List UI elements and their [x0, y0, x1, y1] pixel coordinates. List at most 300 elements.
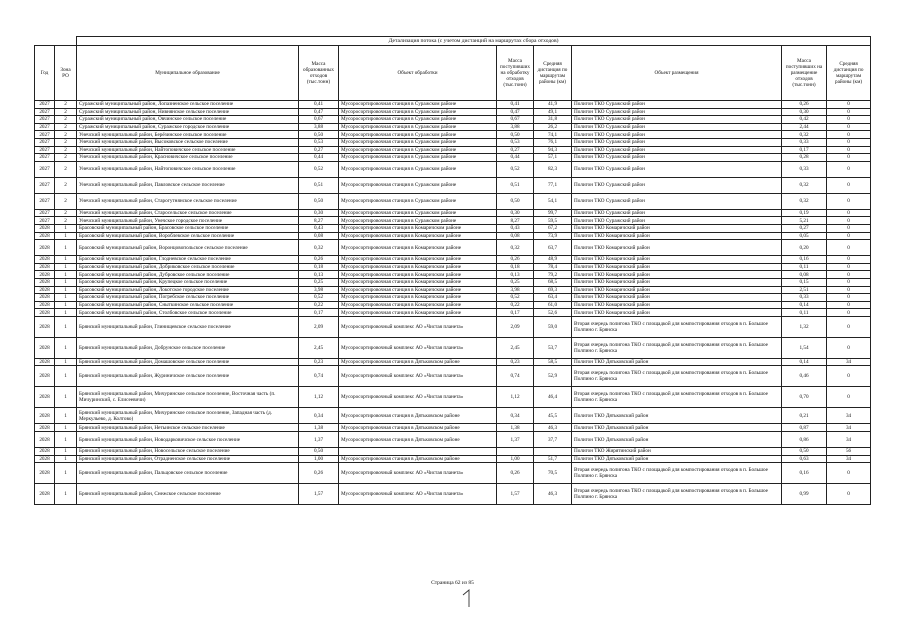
row-processing-mass: 0,13 — [497, 271, 534, 279]
row-placement-distance: 34 — [827, 432, 871, 448]
row-municipality: Брянский муниципальный район, Мичуринское сельское поселение, Западная часть (д. Меркульево, д. Колтово) — [77, 408, 299, 424]
row-processing-object: Мусоросортировочный комплекс АО «Чистая планета» — [339, 484, 497, 505]
row-generated-mass: 3,88 — [299, 123, 339, 131]
row-processing-mass: 0,26 — [497, 463, 534, 484]
row-generated-mass: 8,27 — [299, 217, 339, 225]
row-generated-mass: 0,44 — [299, 154, 339, 162]
table-row — [35, 256, 871, 264]
table-row — [35, 138, 871, 146]
row-processing-distance: 59,0 — [534, 316, 572, 337]
row-processing-mass: 0,32 — [497, 240, 534, 256]
row-processing-object: Мусоросортировочная станция в Суражском районе — [339, 154, 497, 162]
row-placement-distance: 0 — [827, 278, 871, 286]
row-generated-mass: 0,53 — [299, 138, 339, 146]
table-row — [35, 209, 871, 217]
row-zone: 1 — [55, 224, 77, 232]
row-placement-distance: 0 — [827, 256, 871, 264]
header-placement-distance: Средняя дистанция по маршрутам районы (км) — [827, 46, 871, 101]
row-placement-distance: 34 — [827, 455, 871, 463]
row-processing-distance: 73,9 — [534, 232, 572, 240]
row-year: 2027 — [35, 154, 55, 162]
table-row — [35, 193, 871, 209]
row-placement-mass: 0,42 — [782, 116, 827, 124]
row-processing-object: Мусоросортировочная станция в Комаричском районе — [339, 224, 497, 232]
row-zone: 1 — [55, 316, 77, 337]
table-row — [35, 101, 871, 109]
header-generated-mass: Масса образованных отходов (тыс.тонн) — [299, 46, 339, 101]
row-processing-mass: 0,51 — [497, 177, 534, 193]
row-processing-object: Мусоросортировочная станция в Дятьковском районе — [339, 408, 497, 424]
row-generated-mass: 1,38 — [299, 424, 339, 432]
row-municipality: Брасовский муниципальный район, Глодневское сельское поселение — [77, 256, 299, 264]
row-processing-object: Мусоросортировочная станция в Дятьковском районе — [339, 424, 497, 432]
row-placement-distance: 0 — [827, 366, 871, 387]
row-zone: 2 — [55, 138, 77, 146]
row-placement-distance: 0 — [827, 240, 871, 256]
row-zone: 1 — [55, 309, 77, 317]
row-zone: 1 — [55, 232, 77, 240]
row-placement-mass: 0,11 — [782, 263, 827, 271]
row-year: 2028 — [35, 358, 55, 366]
row-year: 2028 — [35, 316, 55, 337]
row-processing-mass: 0,26 — [497, 256, 534, 264]
row-placement-distance: 0 — [827, 154, 871, 162]
row-municipality: Унечский муниципальный район, Найтоповичское сельское поселение — [77, 146, 299, 154]
row-year: 2027 — [35, 209, 55, 217]
row-generated-mass: 0,34 — [299, 408, 339, 424]
row-placement-mass: 0,70 — [782, 387, 827, 408]
row-placement-distance: 0 — [827, 271, 871, 279]
row-year: 2027 — [35, 161, 55, 177]
row-placement-mass: 1,32 — [782, 316, 827, 337]
table-row — [35, 448, 871, 456]
row-placement-mass: 0,14 — [782, 301, 827, 309]
row-placement-distance: 34 — [827, 408, 871, 424]
row-processing-object — [339, 448, 497, 456]
row-placement-distance: 0 — [827, 232, 871, 240]
row-municipality: Брянский муниципальный район, Пальцовское сельское поселение — [77, 463, 299, 484]
row-placement-distance: 0 — [827, 316, 871, 337]
row-municipality: Брянский муниципальный район, Журиничское сельское поселение — [77, 366, 299, 387]
row-placement-object: Полигон ТКО Суражский район — [572, 209, 782, 217]
row-processing-mass: 8,27 — [497, 217, 534, 225]
row-zone: 1 — [55, 432, 77, 448]
row-placement-object: Полигон ТКО Суражский район — [572, 131, 782, 139]
row-processing-object: Мусоросортировочный комплекс АО «Чистая планета» — [339, 387, 497, 408]
row-processing-distance: 76,1 — [534, 138, 572, 146]
table-row — [35, 432, 871, 448]
row-year: 2027 — [35, 217, 55, 225]
row-placement-object: Вторая очередь полигона ТКО с площадкой для компостирования отходов в п. Большое Полпино г. Брянска — [572, 366, 782, 387]
row-processing-distance: 49,1 — [534, 108, 572, 116]
row-placement-distance: 0 — [827, 116, 871, 124]
row-processing-distance: 52,6 — [534, 309, 572, 317]
row-placement-object: Полигон ТКО Дятьковский район — [572, 408, 782, 424]
table-row — [35, 408, 871, 424]
row-placement-mass: 0,19 — [782, 209, 827, 217]
row-processing-object: Мусоросортировочная станция в Комаричском районе — [339, 309, 497, 317]
row-placement-distance: 0 — [827, 484, 871, 505]
row-placement-mass: 0,32 — [782, 177, 827, 193]
row-municipality: Брянский муниципальный район, Новосельское сельское поселение — [77, 448, 299, 456]
row-processing-distance: 46,3 — [534, 424, 572, 432]
row-processing-mass: 0,50 — [497, 131, 534, 139]
row-processing-object: Мусоросортировочная станция в Комаричском районе — [339, 271, 497, 279]
row-processing-distance: 58,5 — [534, 358, 572, 366]
row-generated-mass: 0,17 — [299, 309, 339, 317]
table-row — [35, 154, 871, 162]
row-processing-object: Мусоросортировочная станция в Суражском районе — [339, 161, 497, 177]
row-placement-object: Полигон ТКО Суражский район — [572, 146, 782, 154]
row-municipality: Брасовский муниципальный район, Дубровское сельское поселение — [77, 271, 299, 279]
row-processing-object: Мусоросортировочная станция в Суражском районе — [339, 193, 497, 209]
row-generated-mass: 0,26 — [299, 463, 339, 484]
row-processing-mass: 0,52 — [497, 294, 534, 302]
row-processing-mass — [497, 448, 534, 456]
row-municipality: Брянский муниципальный район, Снежское сельское поселение — [77, 484, 299, 505]
row-placement-mass: 1,54 — [782, 337, 827, 358]
handwritten-mark — [460, 587, 474, 609]
row-placement-object: Вторая очередь полигона ТКО с площадкой для компостирования отходов в п. Большое Полпино г. Брянска — [572, 387, 782, 408]
row-municipality: Унечский муниципальный район, Берёзинское сельское поселение — [77, 131, 299, 139]
row-year: 2027 — [35, 177, 55, 193]
row-zone: 2 — [55, 193, 77, 209]
row-placement-object: Полигон ТКО Комаричский район — [572, 286, 782, 294]
table-body — [35, 101, 871, 505]
row-zone: 2 — [55, 108, 77, 116]
row-processing-object: Мусоросортировочная станция в Комаричском районе — [339, 301, 497, 309]
row-generated-mass: 0,13 — [299, 271, 339, 279]
row-generated-mass: 0,51 — [299, 177, 339, 193]
row-placement-distance: 0 — [827, 131, 871, 139]
row-placement-object: Полигон ТКО Комаричский район — [572, 278, 782, 286]
row-placement-object: Полигон ТКО Суражский район — [572, 161, 782, 177]
row-generated-mass: 0,18 — [299, 263, 339, 271]
row-processing-mass: 0,53 — [497, 138, 534, 146]
row-municipality: Брасовский муниципальный район, Вороблевское сельское поселение — [77, 232, 299, 240]
row-processing-distance — [534, 448, 572, 456]
row-processing-mass: 0,47 — [497, 108, 534, 116]
row-processing-object: Мусоросортировочный комплекс АО «Чистая планета» — [339, 366, 497, 387]
row-processing-object: Мусоросортировочная станция в Комаричском районе — [339, 263, 497, 271]
row-placement-mass: 0,27 — [782, 224, 827, 232]
row-processing-distance: 68,5 — [534, 278, 572, 286]
row-year: 2028 — [35, 366, 55, 387]
row-placement-mass: 0,26 — [782, 101, 827, 109]
row-processing-mass: 3,98 — [497, 286, 534, 294]
row-processing-distance: 46,4 — [534, 387, 572, 408]
row-municipality: Брасовский муниципальный район, Столбовское сельское поселение — [77, 309, 299, 317]
row-processing-object: Мусоросортировочная станция в Комаричском районе — [339, 256, 497, 264]
row-placement-object: Полигон ТКО Комаричский район — [572, 224, 782, 232]
row-processing-mass: 0,41 — [497, 101, 534, 109]
table-row — [35, 232, 871, 240]
row-processing-distance: 79,2 — [534, 271, 572, 279]
row-placement-object: Полигон ТКО Комаричский район — [572, 301, 782, 309]
row-year: 2028 — [35, 448, 55, 456]
row-processing-distance: 69,3 — [534, 286, 572, 294]
row-placement-distance: 34 — [827, 424, 871, 432]
row-placement-object: Полигон ТКО Комаричский район — [572, 263, 782, 271]
row-municipality: Брасовский муниципальный район, Крупецкое сельское поселение — [77, 278, 299, 286]
row-processing-object: Мусоросортировочная станция в Комаричском районе — [339, 278, 497, 286]
row-processing-distance: 78,4 — [534, 263, 572, 271]
row-year: 2028 — [35, 387, 55, 408]
row-processing-object: Мусоросортировочная станция в Дятьковском районе — [339, 432, 497, 448]
row-zone: 1 — [55, 301, 77, 309]
row-placement-distance: 56 — [827, 448, 871, 456]
row-zone: 1 — [55, 455, 77, 463]
row-municipality: Брасовский муниципальный район, Локотское городское поселение — [77, 286, 299, 294]
row-processing-object: Мусоросортировочная станция в Суражском районе — [339, 116, 497, 124]
row-generated-mass: 0,22 — [299, 301, 339, 309]
row-municipality: Унечский муниципальный район, Старогутнянское сельское поселение — [77, 193, 299, 209]
row-municipality: Брянский муниципальный район, Новодарковичское сельское поселение — [77, 432, 299, 448]
row-processing-distance: 53,7 — [534, 337, 572, 358]
table-row — [35, 366, 871, 387]
row-processing-object: Мусоросортировочная станция в Суражском районе — [339, 146, 497, 154]
row-processing-mass: 0,44 — [497, 154, 534, 162]
row-generated-mass: 0,50 — [299, 448, 339, 456]
row-processing-distance: 61,0 — [534, 301, 572, 309]
row-zone: 1 — [55, 240, 77, 256]
table-row — [35, 161, 871, 177]
table-row — [35, 455, 871, 463]
row-year: 2027 — [35, 116, 55, 124]
row-municipality: Унечский муниципальный район, Красновичское сельское поселение — [77, 154, 299, 162]
row-zone: 2 — [55, 154, 77, 162]
row-placement-mass: 0,05 — [782, 232, 827, 240]
row-generated-mass: 1,00 — [299, 455, 339, 463]
row-placement-distance: 0 — [827, 263, 871, 271]
row-processing-object: Мусоросортировочная станция в Суражском районе — [339, 177, 497, 193]
row-processing-mass: 0,27 — [497, 146, 534, 154]
row-generated-mass: 0,52 — [299, 161, 339, 177]
row-placement-distance: 0 — [827, 123, 871, 131]
row-processing-mass: 0,17 — [497, 309, 534, 317]
row-placement-mass: 0,15 — [782, 278, 827, 286]
row-placement-mass: 0,32 — [782, 131, 827, 139]
row-processing-distance: 54,1 — [534, 193, 572, 209]
row-placement-mass: 0,14 — [782, 358, 827, 366]
row-municipality: Унечский муниципальный район, Найтоповичское сельское поселение — [77, 161, 299, 177]
row-processing-distance: 82,3 — [534, 161, 572, 177]
row-generated-mass: 0,47 — [299, 108, 339, 116]
row-placement-object: Полигон ТКО Дятьковский район — [572, 432, 782, 448]
row-year: 2028 — [35, 484, 55, 505]
row-year: 2027 — [35, 138, 55, 146]
row-year: 2027 — [35, 193, 55, 209]
row-municipality: Унечский муниципальный район, Унечское городское поселение — [77, 217, 299, 225]
row-placement-mass: 0,33 — [782, 161, 827, 177]
row-placement-distance: 0 — [827, 309, 871, 317]
row-placement-mass: 0,20 — [782, 240, 827, 256]
table-row — [35, 424, 871, 432]
row-placement-mass: 0,46 — [782, 366, 827, 387]
row-placement-distance: 0 — [827, 209, 871, 217]
row-generated-mass: 2,45 — [299, 337, 339, 358]
row-processing-distance: 70,5 — [534, 463, 572, 484]
row-placement-mass: 0,99 — [782, 484, 827, 505]
row-processing-mass: 0,22 — [497, 301, 534, 309]
row-year: 2027 — [35, 123, 55, 131]
row-year: 2028 — [35, 301, 55, 309]
row-processing-mass: 0,43 — [497, 224, 534, 232]
table-row — [35, 123, 871, 131]
row-placement-mass: 0,87 — [782, 424, 827, 432]
row-placement-object: Полигон ТКО Суражский район — [572, 101, 782, 109]
row-placement-distance: 0 — [827, 217, 871, 225]
row-zone: 2 — [55, 209, 77, 217]
row-placement-object: Полигон ТКО Комаричский район — [572, 256, 782, 264]
row-placement-object: Вторая очередь полигона ТКО с площадкой для компостирования отходов в п. Большое Полпино г. Брянска — [572, 484, 782, 505]
row-placement-object: Полигон ТКО Комаричский район — [572, 309, 782, 317]
row-placement-object: Вторая очередь полигона ТКО с площадкой для компостирования отходов в п. Большое Полпино г. Брянска — [572, 463, 782, 484]
row-generated-mass: 0,74 — [299, 366, 339, 387]
row-generated-mass: 0,27 — [299, 146, 339, 154]
table-row — [35, 278, 871, 286]
row-placement-mass: 0,50 — [782, 448, 827, 456]
row-placement-mass: 0,17 — [782, 146, 827, 154]
row-processing-distance: 63,7 — [534, 240, 572, 256]
row-zone: 2 — [55, 131, 77, 139]
row-generated-mass: 0,43 — [299, 224, 339, 232]
row-processing-object: Мусоросортировочная станция в Суражском районе — [339, 138, 497, 146]
row-zone: 2 — [55, 217, 77, 225]
row-processing-object: Мусоросортировочный комплекс АО «Чистая планета» — [339, 337, 497, 358]
table-row — [35, 224, 871, 232]
row-zone: 1 — [55, 263, 77, 271]
row-placement-object: Полигон ТКО Суражский район — [572, 138, 782, 146]
row-municipality: Брасовский муниципальный район, Воронцовопольское сельское поселение — [77, 240, 299, 256]
header-processing-mass: Масса поступивших на обработку отходов (тыс.тонн) — [497, 46, 534, 101]
table-row — [35, 286, 871, 294]
row-processing-mass: 1,12 — [497, 387, 534, 408]
row-year: 2028 — [35, 309, 55, 317]
row-zone: 2 — [55, 146, 77, 154]
row-processing-object: Мусоросортировочная станция в Суражском районе — [339, 123, 497, 131]
row-year: 2028 — [35, 337, 55, 358]
row-placement-mass: 0,21 — [782, 408, 827, 424]
row-placement-mass: 0,16 — [782, 256, 827, 264]
row-placement-object: Полигон ТКО Комаричский район — [572, 232, 782, 240]
row-zone: 2 — [55, 101, 77, 109]
row-processing-object: Мусоросортировочная станция в Суражском районе — [339, 131, 497, 139]
row-zone: 2 — [55, 123, 77, 131]
row-placement-object: Полигон ТКО Комаричский район — [572, 271, 782, 279]
row-processing-object: Мусоросортировочная станция в Комаричском районе — [339, 286, 497, 294]
row-processing-distance: 37,7 — [534, 432, 572, 448]
row-placement-distance: 34 — [827, 358, 871, 366]
row-processing-distance: 57,1 — [534, 154, 572, 162]
row-municipality: Суражский муниципальный район, Суражское городское поселение — [77, 123, 299, 131]
document-page — [34, 36, 870, 505]
row-zone: 1 — [55, 408, 77, 424]
row-placement-distance: 0 — [827, 138, 871, 146]
row-placement-object: Полигон ТКО Суражский район — [572, 154, 782, 162]
row-zone: 1 — [55, 366, 77, 387]
row-generated-mass: 0,67 — [299, 116, 339, 124]
row-generated-mass: 0,41 — [299, 101, 339, 109]
row-municipality: Унечский муниципальный район, Высоковское сельское поселение — [77, 138, 299, 146]
table-row — [35, 146, 871, 154]
row-placement-mass: 2,44 — [782, 123, 827, 131]
row-processing-mass: 0,23 — [497, 358, 534, 366]
row-year: 2027 — [35, 146, 55, 154]
row-placement-mass: 0,08 — [782, 271, 827, 279]
row-processing-mass: 0,74 — [497, 366, 534, 387]
row-generated-mass: 0,50 — [299, 193, 339, 209]
row-processing-mass: 0,18 — [497, 263, 534, 271]
row-processing-object: Мусоросортировочная станция в Суражском районе — [339, 108, 497, 116]
row-placement-distance: 0 — [827, 387, 871, 408]
row-municipality: Брянский муниципальный район, Отрадненское сельское поселение — [77, 455, 299, 463]
table-row — [35, 294, 871, 302]
row-processing-object: Мусоросортировочный комплекс АО «Чистая планета» — [339, 316, 497, 337]
row-year: 2028 — [35, 463, 55, 484]
row-municipality: Брасовский муниципальный район, Добриковское сельское поселение — [77, 263, 299, 271]
row-placement-distance: 0 — [827, 463, 871, 484]
row-year: 2028 — [35, 256, 55, 264]
row-processing-object: Мусоросортировочная станция в Дятьковском районе — [339, 358, 497, 366]
row-placement-distance: 0 — [827, 286, 871, 294]
row-placement-mass: 0,33 — [782, 294, 827, 302]
row-municipality: Брасовский муниципальный район, Сныткинское сельское поселение — [77, 301, 299, 309]
row-processing-distance: 52,9 — [534, 366, 572, 387]
row-zone: 1 — [55, 448, 77, 456]
table-row — [35, 463, 871, 484]
table-row — [35, 271, 871, 279]
row-processing-distance: 59,5 — [534, 217, 572, 225]
table-row — [35, 240, 871, 256]
row-placement-object: Полигон ТКО Дятьковский район — [572, 424, 782, 432]
row-processing-distance: 48,9 — [534, 256, 572, 264]
row-placement-distance: 0 — [827, 108, 871, 116]
row-placement-distance: 0 — [827, 294, 871, 302]
row-placement-object: Полигон ТКО Комаричский район — [572, 240, 782, 256]
row-year: 2028 — [35, 286, 55, 294]
row-placement-distance: 0 — [827, 161, 871, 177]
row-year: 2027 — [35, 108, 55, 116]
row-zone: 1 — [55, 256, 77, 264]
row-placement-object: Полигон ТКО Суражский район — [572, 123, 782, 131]
table-row — [35, 263, 871, 271]
row-year: 2028 — [35, 271, 55, 279]
table-row — [35, 177, 871, 193]
row-processing-mass: 0,50 — [497, 193, 534, 209]
row-placement-distance: 0 — [827, 337, 871, 358]
table-row — [35, 484, 871, 505]
row-placement-distance: 0 — [827, 301, 871, 309]
table-row — [35, 217, 871, 225]
row-processing-mass: 3,88 — [497, 123, 534, 131]
row-municipality: Брянский муниципальный район, Добрунское сельское поселение — [77, 337, 299, 358]
row-placement-object: Полигон ТКО Дятьковский район — [572, 455, 782, 463]
row-processing-distance: 67,2 — [534, 224, 572, 232]
row-processing-object: Мусоросортировочная станция в Дятьковском районе — [339, 455, 497, 463]
row-processing-distance: 63,4 — [534, 294, 572, 302]
row-year: 2027 — [35, 131, 55, 139]
row-municipality: Унечский муниципальный район, Павловское сельское поселение — [77, 177, 299, 193]
row-placement-mass: 5,21 — [782, 217, 827, 225]
row-zone: 1 — [55, 337, 77, 358]
row-generated-mass: 2,09 — [299, 316, 339, 337]
row-generated-mass: 1,57 — [299, 484, 339, 505]
row-placement-distance: 0 — [827, 146, 871, 154]
row-zone: 1 — [55, 358, 77, 366]
row-placement-mass: 0,86 — [782, 432, 827, 448]
row-processing-mass: 1,00 — [497, 455, 534, 463]
